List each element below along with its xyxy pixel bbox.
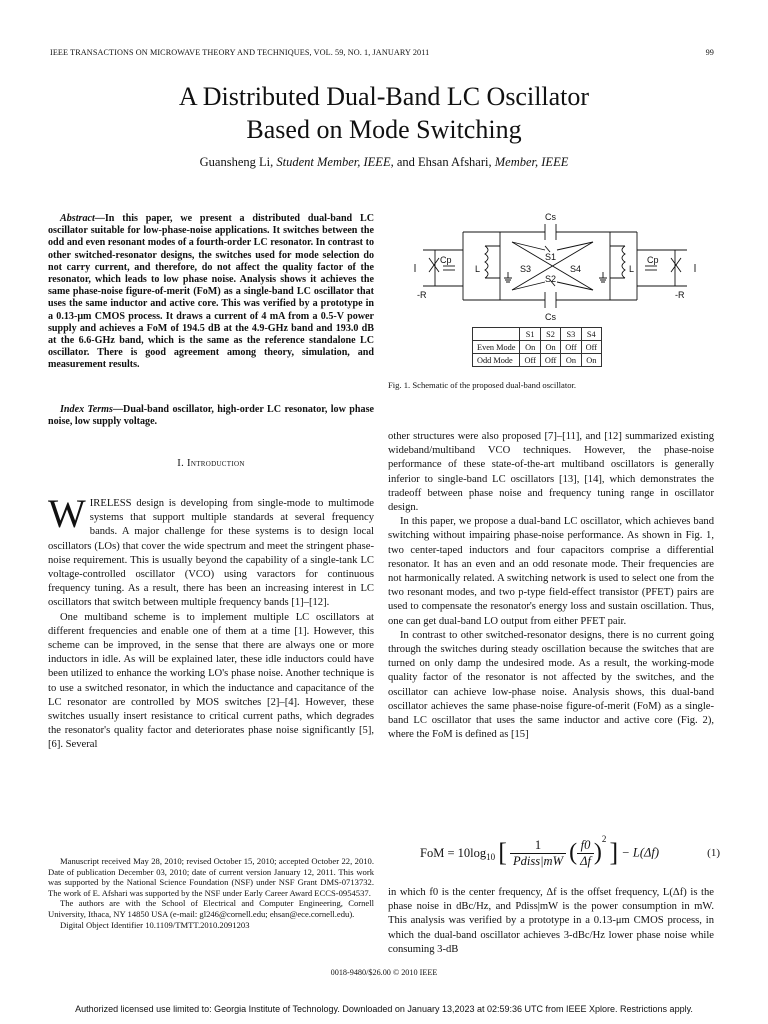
table-cell: On xyxy=(581,354,601,367)
table-row xyxy=(473,354,602,367)
intro-body xyxy=(48,491,374,753)
footnote-manuscript: Manuscript received May 28, 2010; revised October 15, 2010; accepted October 22, 2010. Date of publication December 03, 2010; date of current version January 12, 2011. This work was supported by the National Science Foundation (NSF) under NSF Grant DMS-0713732. The work of E. Afshari was supported by the NSF under Early Career Award ECCS-0954537. xyxy=(48,856,374,898)
equation-exponent: 2 xyxy=(601,834,607,844)
equation-log-base: 10 xyxy=(486,852,496,862)
right-paragraph-4: in which f0 is the center frequency, Δf is the offset frequency, L(Δf) is the phase noise in dBc/Hz, and Pdiss|mW is the power consumption in mW. This analysis was verified by a prototype in a 0.13-μm CMOS process, in which the dual-band oscillator achieves 3-dBc/Hz lower phase noise while consuming 3-dB xyxy=(388,887,714,955)
equation-lhs: FoM = 10log xyxy=(420,845,487,860)
author-2-role: Member, IEEE xyxy=(494,155,569,169)
schematic-figure xyxy=(405,210,705,325)
drop-cap: W xyxy=(48,491,86,536)
ground-left xyxy=(504,272,512,282)
table-cell: Off xyxy=(520,354,540,367)
table-row xyxy=(473,341,602,354)
table-header-cell: S1 xyxy=(520,328,540,341)
table-cell: On xyxy=(540,341,560,354)
label-l-left: L xyxy=(475,264,481,274)
equation-numerator: 1 xyxy=(510,838,566,854)
right-inductor-coil xyxy=(622,246,625,278)
neg-r-right xyxy=(675,250,687,286)
table-cell: Even Mode xyxy=(473,341,520,354)
right-column-body xyxy=(388,430,714,742)
section-name: Introduction xyxy=(187,458,245,469)
equation-number: (1) xyxy=(707,847,720,859)
author-2: Ehsan Afshari, xyxy=(418,155,492,169)
label-cs-top: Cs xyxy=(545,212,556,222)
author-conj: and xyxy=(396,155,415,169)
copyright-line: 0018-9480/$26.00 © 2010 IEEE xyxy=(330,968,438,977)
label-cp-right: Cp xyxy=(647,255,659,265)
right-column-after-equation xyxy=(388,886,714,957)
page-number: 99 xyxy=(705,48,714,57)
intro-paragraph-2: One multiband scheme is to implement multiple LC oscillators at different frequencies and enable one of them at a time [1]. However, this scheme can be improved, in the sense that there are always one or more inductors in idle. As will be explained later, these idle inductors could have been utilized to enhance the working LO's phase noise. Another technique is to use a switched resonator, in which the inductance and capacitance of the LC resonator are controlled by MOS switches [2]–[4]. However, these switches usually insert resistance to critical current paths, which degrades the resonator's quality factor and deteriorates phase noise significantly [5], [6]. Several xyxy=(48,611,374,751)
index-terms-lead: Index Terms xyxy=(60,404,113,415)
table-header-cell xyxy=(473,328,520,341)
index-terms-text: —Dual-band oscillator, high-order LC resonator, low phase noise, low supply voltage. xyxy=(48,404,374,428)
table-cell: Odd Mode xyxy=(473,354,520,367)
paper-title xyxy=(0,80,768,146)
table-header-row xyxy=(473,328,602,341)
label-r-left: -R xyxy=(417,290,427,300)
equation-f0: f0 xyxy=(577,838,594,854)
intro-paragraph-1: IRELESS design is developing from single-mode to multimode systems that support multiple standards at several frequency bands. A major challenge for these systems is to design local oscillators (LOs) that cover the wide spectrum and meet the stringent phase-noise requirement. This is usually beyond the capability of a single-tank LC voltage-controlled oscillator (VCO) using varactors for continuous frequency tuning. As a result, there has been an increasing interest in LC oscillators that switch between multiple frequency bands [1]–[12]. xyxy=(48,498,374,609)
footnote-doi: Digital Object Identifier 10.1109/TMTT.2010.2091203 xyxy=(60,919,250,930)
author-1-role: Student Member, IEEE, xyxy=(276,155,394,169)
table-header-cell: S2 xyxy=(540,328,560,341)
right-paragraph-2: In this paper, we propose a dual-band LC oscillator, which achieves band switching without impairing phase-noise performance. As shown in Fig. 1, two center-taped inductors and four capacitors comprise a differential resonator. It has an even and an odd resonate mode. Their frequencies are not harmonically related. A switching network is used to select one from the two resonant modes, and two p-type field-effect transistor (PFET) pairs are used to compensate the resonator's energy loss and sustain oscillation. Thus, one can get dual-band LO output from either PFET pair. xyxy=(388,516,714,627)
title-line-2: Based on Mode Switching xyxy=(246,115,522,144)
left-inductor-coil xyxy=(485,246,488,278)
table-cell: On xyxy=(561,354,581,367)
right-paragraph-3: In contrast to other switched-resonator designs, there is no current going through the switches during steady oscillation because the switches that are turned on only damp the undesired mode. As a result, the working-mode quality factor of the resonator is not affected by the switches, and the oscillator can achieve low-phase noise. Analysis shows, this dual-band oscillator achieves the same phase-noise figure-of-merit (FoM) as a single-band LC oscillator that uses the same inductor and active core (Fig. 2), where the FoM is defined as [15] xyxy=(388,629,714,741)
label-cp-left: Cp xyxy=(440,255,452,265)
table-header-cell: S4 xyxy=(581,328,601,341)
switch-state-table xyxy=(472,327,602,367)
table-header-cell: S3 xyxy=(561,328,581,341)
table-cell: Off xyxy=(561,341,581,354)
abstract-lead: Abstract xyxy=(60,213,95,224)
right-paragraph-1: other structures were also proposed [7]–[11], and [12] summarized existing wideband/multiband VCO techniques. However, the phase-noise performance of these state-of-the-art multiband oscillators is generally inferior to single-band LC oscillators [13], [14], which demonstrates the tradeoff between phase noise and frequency tuning range in oscillator design. xyxy=(388,431,714,514)
table-cell: Off xyxy=(540,354,560,367)
equation-denominator: Pdiss|mW xyxy=(513,853,563,868)
section-heading xyxy=(48,458,374,469)
equation-tail: − L(Δf) xyxy=(621,845,659,860)
table-cell: Off xyxy=(581,341,601,354)
author-list xyxy=(0,155,768,170)
equation-fom: FoM = $10\log_{10}$ [ $\frac{1}{\text{Pdiss|mW}}$ ( $\frac{f0}{\Delta f}$ )$^2$ ] − L(Δf) (1) xyxy=(420,834,720,868)
running-header: IEEE TRANSACTIONS ON MICROWAVE THEORY AND TECHNIQUES, VOL. 59, NO. 1, JANUARY 2011 xyxy=(50,48,430,57)
equation-df: Δf xyxy=(580,853,591,868)
label-l-right: L xyxy=(629,264,635,274)
footnote-affiliation: The authors are with the School of Electrical and Computer Engineering, Cornell University, Ithaca, NY 14850 USA (e-mail: gl246@cornell.edu; ehsan@ece.cornell.edu). xyxy=(48,898,374,919)
title-line-1: A Distributed Dual-Band LC Oscillator xyxy=(178,82,590,111)
footnotes xyxy=(48,856,374,930)
author-1: Guansheng Li, xyxy=(199,155,274,169)
abstract xyxy=(48,213,374,372)
ground-right xyxy=(599,272,607,282)
label-cs-bottom: Cs xyxy=(545,312,556,322)
table-cell: On xyxy=(520,341,540,354)
figure-caption: Fig. 1. Schematic of the proposed dual-band oscillator. xyxy=(388,380,577,390)
license-notice: Authorized licensed use limited to: Georgia Institute of Technology. Downloaded on January 13,2023 at 02:59:36 UTC from IEEE Xplore. Restrictions apply. xyxy=(75,1004,693,1014)
section-number: I. xyxy=(177,458,185,469)
label-r-right: -R xyxy=(675,290,685,300)
index-terms xyxy=(48,404,374,428)
label-s3: S3 xyxy=(520,264,532,274)
abstract-text: —In this paper, we present a distributed dual-band LC oscillator suitable for low-phase-noise applications. It switches between the odd and even resonant modes of a fourth-order LC resonator. In contrast to other switched-resonator designs, the switches used for mode selection do not carry current, and therefore, do not affect the quality factor of the resonator, which leads to low phase noise. Analysis shows it achieves the same phase-noise figure-of-merit (FoM) as a single-band LC oscillator that uses the same inductor and active core. This was verified by a prototype in a 0.13-μm CMOS process. It draws a current of 4 mA from a 0.5-V power supply and achieves a FoM of 194.5 dB at the 4.9-GHz band and 193.0 dB at the 6.6-GHz band, which is the same as the reference standalone LC oscillator. There is good agreement among theory, simulation, and measurement results. xyxy=(48,213,374,371)
label-s2: S2 xyxy=(545,274,557,284)
label-s1: S1 xyxy=(545,252,557,262)
label-s4: S4 xyxy=(570,264,582,274)
neg-r-left xyxy=(423,250,435,286)
